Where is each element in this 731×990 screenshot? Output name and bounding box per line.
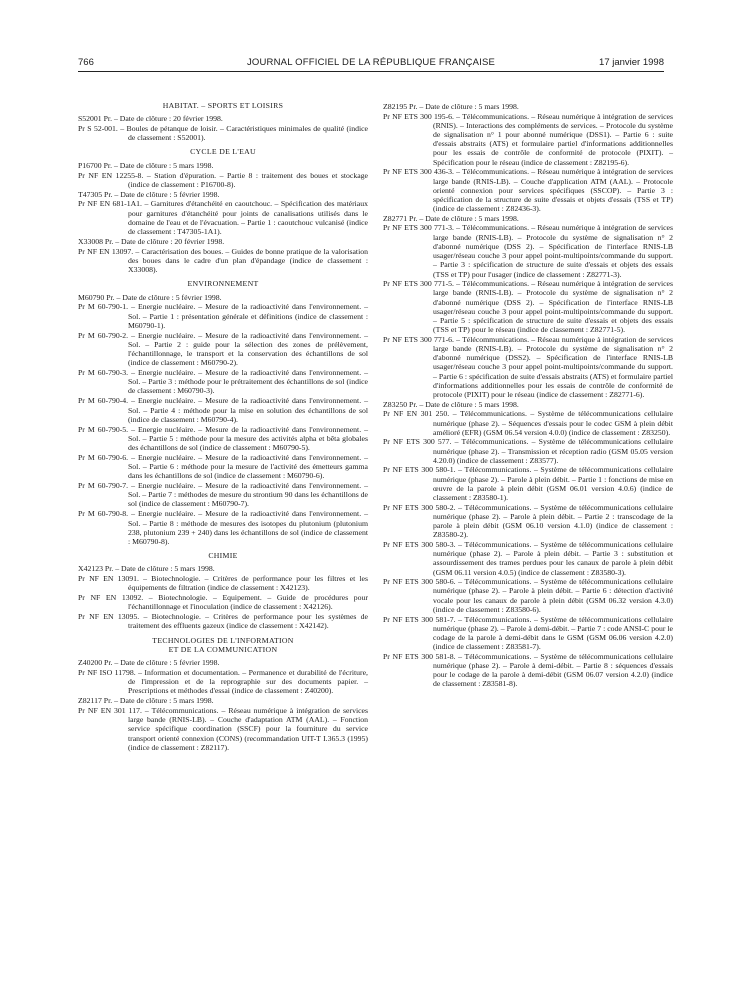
standard-entry: Pr M 60-790-7. – Energie nucléaire. – Mesure de la radioactivité dans l'environnement. – Sol. – Partie 7 : méthodes de mesure du strontium 90 dans les échantillons de sol (indice de classement : M60790-7). xyxy=(78,481,368,509)
page-header xyxy=(78,57,664,72)
section-heading xyxy=(78,636,368,654)
standard-entry: Pr M 60-790-1. – Energie nucléaire. – Mesure de la radioactivité dans l'environnement. – Sol. – Partie 1 : présentation générale et définitions (indice de classement : M60790-1). xyxy=(78,302,368,330)
section-heading xyxy=(78,101,368,110)
standard-entry: Pr NF EN 13092. – Biotechnologie. – Equipement. – Guide de procédures pour l'échantillonnage et l'inoculation (indice de classement : X42126). xyxy=(78,593,368,612)
section-heading-line: TECHNOLOGIES DE L'INFORMATION xyxy=(152,635,294,645)
standard-entry: Pr NF ETS 300 581-8. – Télécommunications. – Système de télécommunications cellulaire numérique (phase 2). – Parole à demi-débit. – Partie 8 : séquences d'essais pour le codage de la parole à demi-débit (GSM 06.07 version 4.2.0) (indice de classement : Z83581-8). xyxy=(383,651,673,689)
standard-entry: Pr NF ISO 11798. – Information et documentation. – Permanence et durabilité de l'écriture, de l'impression et de la reprographie sur des documents papier. – Prescriptions et méthodes d'essai (indice de classement : Z40200). xyxy=(78,667,368,696)
closing-date: X42123 Pr. – Date de clôture : 5 mars 1998. xyxy=(78,564,215,574)
standard-entry: Pr NF EN 13091. – Biotechnologie. – Critères de performance pour les filtres et les équipements de filtration (indice de classement : X42123). xyxy=(78,574,368,593)
standard-entry: Pr NF ETS 300 436-3. – Télécommunications. – Réseau numérique à intégration de services large bande (RNIS-LB). – Couche d'application ATM (AAL). – Protocole orienté connexion pour services spécifiques (SSCOP). – Partie 3 : spécification de la structure de suite d'essais et objets d'essais (TSS et TP) (indice de classement : Z82436-3). xyxy=(383,167,673,214)
standard-entry: Pr NF EN 301 117. – Télécommunications. – Réseau numérique à intégration de services large bande (RNIS-LB). – Couche d'adaptation ATM (AAL). – Fonction service spécifique coordination (SSCF) pour la fourniture du service transport orienté connexion (CONS) (recommandation UIT-T I.365.3 (1995) (indice de classement : Z82117). xyxy=(78,706,368,752)
standard-entry: Pr NF EN 12255-8. – Station d'épuration. – Partie 8 : traitement des boues et stockage (indice de classement : P16700-8). xyxy=(78,170,368,189)
right-column xyxy=(383,102,673,689)
closing-date: M60790 Pr. – Date de clôture : 5 février 1998. xyxy=(78,292,222,302)
standard-entry: Pr M 60-790-4. – Energie nucléaire. – Mesure de la radioactivité dans l'environnement. – Sol. – Partie 4 : méthode pour la mise en solution des échantillons de sol (indice de classement : M60790-4). xyxy=(78,396,368,424)
standard-entry: Pr NF ETS 300 580-6. – Télécommunications. – Système de télécommunications cellulaire numérique (phase 2). – Parole à plein débit. – Partie 6 : détection d'activité vocale pour les canaux de parole à plein débit (GSM 06.32 version 4.3.0) (indice de classement : Z83580-6). xyxy=(383,577,673,614)
section-heading-line: ET DE LA COMMUNICATION xyxy=(168,644,278,654)
section-heading-line: HABITAT. – SPORTS ET LOISIRS xyxy=(162,101,284,110)
standard-entry: Pr NF ETS 300 195-6. – Télécommunications. – Réseau numérique à intégration de services (RNIS). – Interactions des compléments de services. – Protocole du système de signalisation n° 1 pour abonné numérique (DSS1). – Partie 6 : suite d'essais abstraits (ATS) et formulaire partiel d'informations additionnelles pour les essais de contrôle de conformité de protocole (PIXIT). – Spécification pour le réseau (indice de classement : Z82195-6). xyxy=(383,111,673,167)
standard-entry: Pr NF EN 301 250. – Télécommunications. – Système de télécommunications cellulaire numérique (phase 2). – Séquences d'essais pour le codec GSM à plein débit amélioré (EFR) (GSM 06.54 version 4.0.0) (indice de classement : Z83250). xyxy=(383,409,673,437)
closing-date: Z40200 Pr. – Date de clôture : 5 février 1998. xyxy=(78,658,220,668)
section-heading xyxy=(78,147,368,156)
standard-entry: Pr NF EN 13097. – Caractérisation des boues. – Guides de bonne pratique de la valorisation des boues dans le cadre d'un plan d'épandage (indice de classement : X33008). xyxy=(78,246,368,275)
journal-title: JOURNAL OFFICIEL DE LA RÉPUBLIQUE FRANÇAISE xyxy=(246,57,496,68)
closing-date: Z82117 Pr. – Date de clôture : 5 mars 1998. xyxy=(78,696,214,706)
standard-entry: Pr NF ETS 300 581-7. – Télécommunications. – Système de télécommunications cellulaire numérique (phase 2). – Parole à demi-débit. – Partie 7 : code ANSI-C pour le codage de la parole à demi-débit dans le GSM (GSM 06.06 version 4.2.0) (indice de classement : Z83581-7). xyxy=(383,614,673,652)
standard-entry: Pr NF ETS 300 580-3. – Télécommunications. – Système de télécommunications cellulaire numérique (phase 2). – Parole à plein débit. – Partie 3 : substitution et assourdissement des trames perdues pour les canaux de parole à plein débit (GSM 06.11 version 4.0.5) (indice de classement : Z83580-3). xyxy=(383,539,673,577)
closing-date: X33008 Pr. – Date de clôture : 20 février 1998. xyxy=(78,236,225,246)
section-heading-line: CYCLE DE L'EAU xyxy=(190,147,256,157)
closing-date: Z82771 Pr. – Date de clôture : 5 mars 1998. xyxy=(383,213,519,223)
standard-entry: Pr NF ETS 300 580-2. – Télécommunications. – Système de télécommunications cellulaire numérique (phase 2). – Parole à plein débit. – Partie 2 : transcodage de la parole à plein débit (GSM 06.10 version 4.1.0) (indice de classement : Z83580-2). xyxy=(383,502,673,540)
standard-entry: Pr NF EN 681-1A1. – Garnitures d'étanchéité en caoutchouc. – Spécification des matériaux pour garnitures d'étanchéité pour joints de canalisations utilisés dans le domaine de l'eau et de l'évacuation. – Partie 1 : caoutchouc vulcanisé (indice de classement : T47305-1A1). xyxy=(78,199,368,236)
section-heading-line: ENVIRONNEMENT xyxy=(187,279,259,289)
standard-entry: Pr NF ETS 300 580-1. – Télécommunications. – Système de télécommunications cellulaire numérique (phase 2). – Parole à plein débit. – Partie 1 : fonctions de mise en œuvre de la parole à plein débit (GSM 06.01 version 4.0.6) (indice de classement : Z83580-1). xyxy=(383,465,673,503)
standard-entry: Pr NF ETS 300 771-5. – Télécommunications. – Réseau numérique à intégration de services large bande (RNIS-LB). – Protocole du système de signalisation n° 2 d'abonné numérique (DSS 2). – Spécification de l'interface RNIS-LB usager/réseau couche 3 pour appel point-multipoints/commande du support. – Partie 5 : spécification de structure de suite d'essais et objets des essais (TSS et TP) pour le réseau (indice de classement : Z82771-5). xyxy=(383,279,673,335)
standard-entry: Pr M 60-790-5. – Energie nucléaire. – Mesure de la radioactivité dans l'environnement. – Sol. – Partie 5 : méthode pour la mesure des activités alpha et bêta globales des échantillons de sol (indice de classement : M60790-5). xyxy=(78,424,368,452)
closing-date: T47305 Pr. – Date de clôture : 5 février 1998. xyxy=(78,189,220,199)
standard-entry: Pr NF ETS 300 771-3. – Télécommunications. – Réseau numérique à intégration de services large bande (RNIS-LB). – Protocole du système de signalisation n° 2 d'abonné numérique (DSS 2). – Spécification de l'interface RNIS-LB usager/réseau couche 3 pour appel point-multipoints/commande du support. – Partie 3 : spécification de structure de suite d'essais et objets des essais (TSS et TP) pour l'usager (indice de classement : Z82771-3). xyxy=(383,223,673,279)
closing-date: P16700 Pr. – Date de clôture : 5 mars 1998. xyxy=(78,160,214,170)
issue-date: 17 janvier 1998 xyxy=(599,57,664,68)
closing-date: Z82195 Pr. – Date de clôture : 5 mars 1998. xyxy=(383,102,519,111)
section-heading xyxy=(78,551,368,560)
left-column xyxy=(78,101,368,753)
standard-entry: Pr M 60-790-6. – Energie nucléaire. – Mesure de la radioactivité dans l'environnement. – Sol. – Partie 6 : méthode pour la mesure de l'activité des émetteurs gamma dans les échantillons de sol (indice de classement : M60790-6). xyxy=(78,452,368,481)
section-heading-line: CHIMIE xyxy=(208,551,238,561)
standard-entry: Pr S 52-001. – Boules de pétanque de loisir. – Caractéristiques minimales de qualité (indice de classement : S52001). xyxy=(78,124,368,143)
standard-entry: Pr NF ETS 300 577. – Télécommunications. – Système de télécommunications cellulaire numérique (phase 2). – Transmission et réception radio (GSM 05.05 version 4.20.0) (indice de classement : Z83577). xyxy=(383,437,673,465)
standard-entry: Pr NF EN 13095. – Biotechnologie. – Critères de performance pour les systèmes de traitement des effluents gazeux (indice de classement : X42142). xyxy=(78,612,368,631)
closing-date: S52001 Pr. – Date de clôture : 20 février 1998. xyxy=(78,114,223,124)
standard-entry: Pr M 60-790-2. – Energie nucléaire. – Mesure de la radioactivité dans l'environnement. – Sol. – Partie 2 : guide pour la sélection des zones de prélèvement, l'échantillonnage, le transport et la conservation des échantillons de sol (indice de classement : M60790-2). xyxy=(78,330,368,368)
standard-entry: Pr M 60-790-8. – Energie nucléaire. – Mesure de la radioactivité dans l'environnement. – Sol. – Partie 8 : méthode de mesures des isotopes du plutonium (plutonium 238, plutonium 239 + 240) dans les échantillons de sol (indice de classement : M60790-8). xyxy=(78,509,368,546)
standard-entry: Pr M 60-790-3. – Energie nucléaire. – Mesure de la radioactivité dans l'environnement. – Sol. – Partie 3 : méthode pour le prétraitement des échantillons de sol (indice de classement : M60790-3). xyxy=(78,368,368,396)
page-number: 766 xyxy=(78,57,94,68)
section-heading xyxy=(78,279,368,288)
closing-date: Z83250 Pr. – Date de clôture : 5 mars 1998. xyxy=(383,399,519,409)
standard-entry: Pr NF ETS 300 771-6. – Télécommunications. – Réseau numérique à intégration de services large bande (RNIS-LB). – Protocole du système de signalisation n° 2 d'abonné numérique (DSS2). – Spécification de l'interface RNIS-LB usager/réseau couche 3 pour appel point-multipoints/commande du support. – Partie 6 : spécification de suite d'essais abstraits (ATS) et formulaire partiel d'informations additionnelles pour les essais de contrôle de conformité de protocole (PIXIT) pour le réseau (indice de classement : Z82771-6). xyxy=(383,334,673,400)
